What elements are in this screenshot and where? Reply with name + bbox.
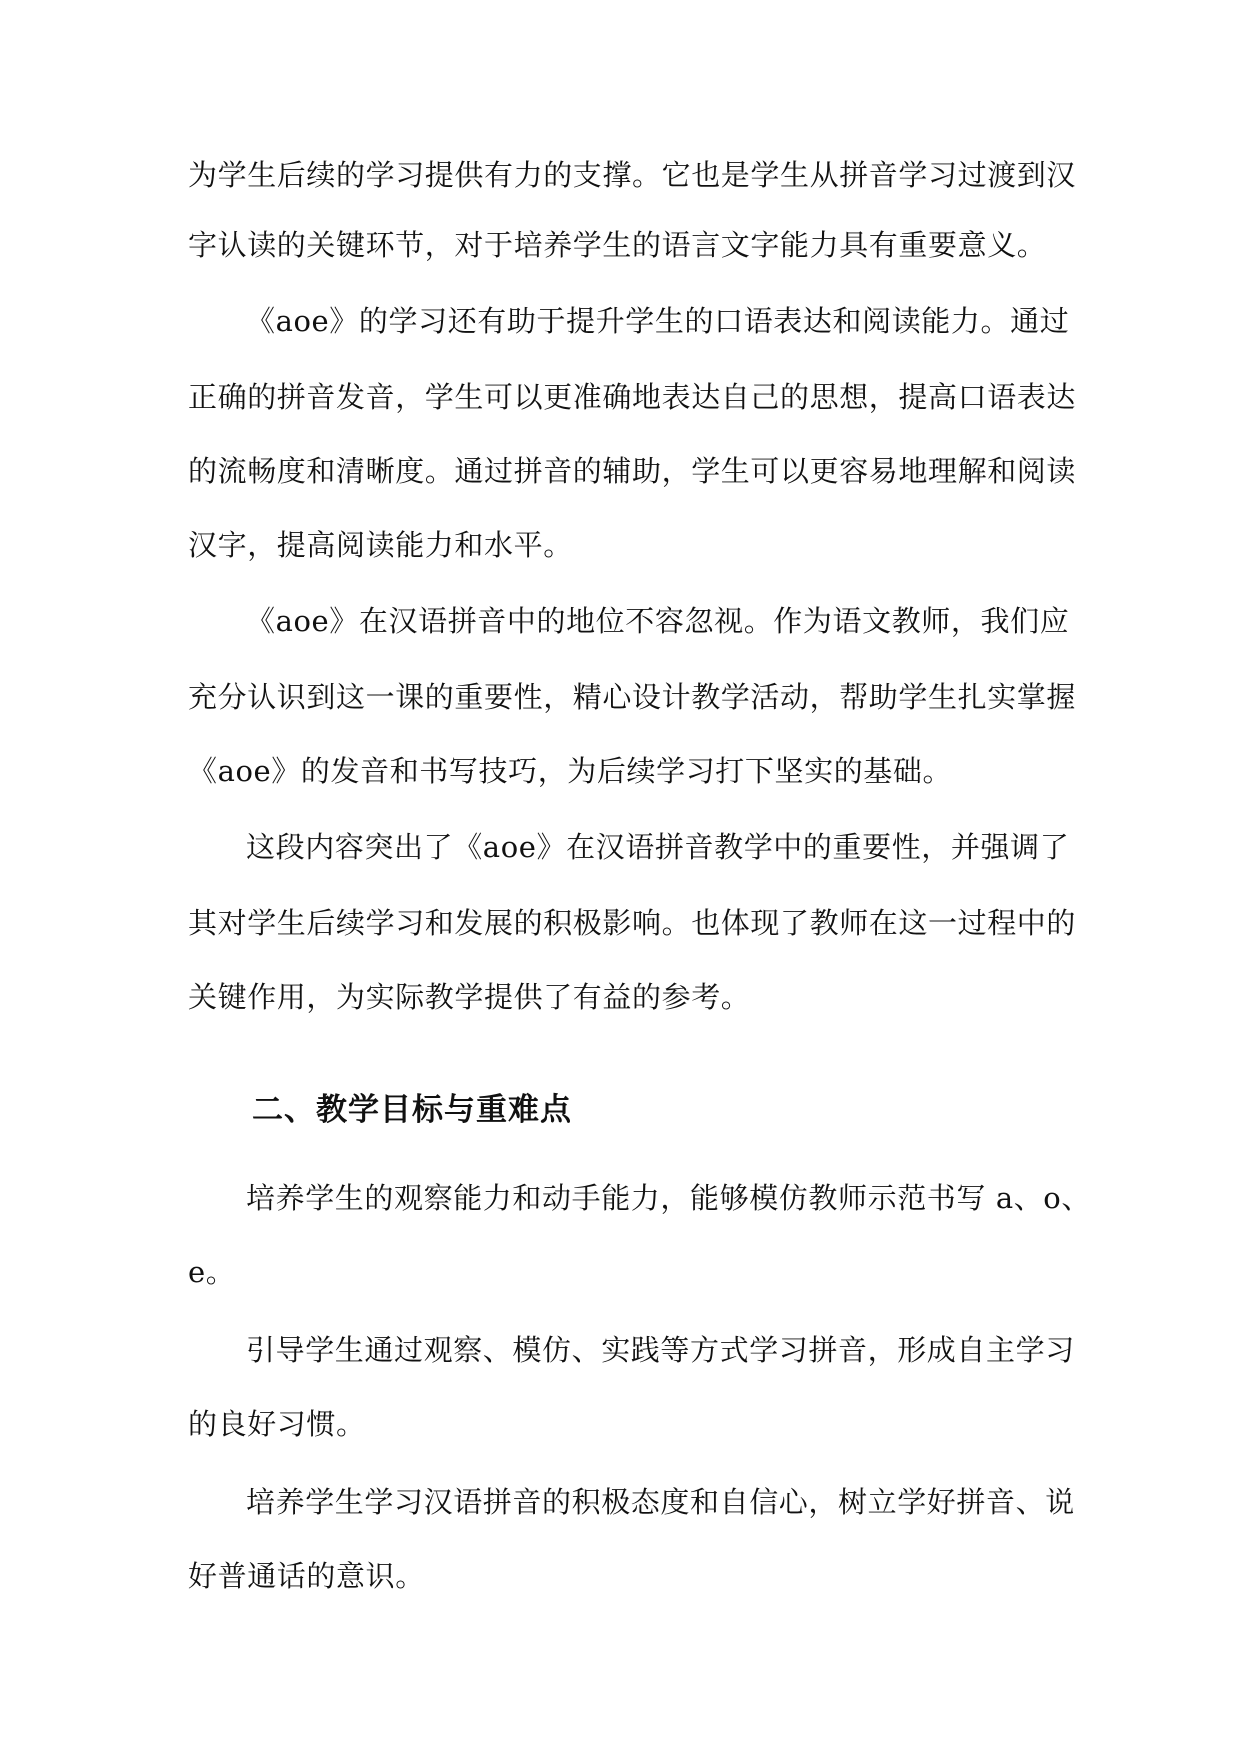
- paragraph-1-line-2: 字认读的关键环节，对于培养学生的语言文字能力具有重要意义。: [188, 228, 1047, 262]
- paragraph-3-line-3: 《aoe》的发音和书写技巧，为后续学习打下坚实的基础。: [188, 754, 953, 788]
- section-heading: 二、教学目标与重难点: [252, 1092, 572, 1128]
- goal-1-line-2: e。: [188, 1255, 236, 1289]
- paragraph-4-line-2: 其对学生后续学习和发展的积极影响。也体现了教师在这一过程中的: [188, 906, 1077, 940]
- paragraph-3-line-1: 《aoe》在汉语拼音中的地位不容忽视。作为语文教师，我们应: [246, 604, 1070, 638]
- goal-3-line-2: 好普通话的意识。: [188, 1559, 425, 1593]
- paragraph-2-line-2: 正确的拼音发音，学生可以更准确地表达自己的思想，提高口语表达: [188, 380, 1077, 414]
- paragraph-2-line-1: 《aoe》的学习还有助于提升学生的口语表达和阅读能力。通过: [246, 304, 1070, 338]
- paragraph-1-line-1: 为学生后续的学习提供有力的支撑。它也是学生从拼音学习过渡到汉: [188, 158, 1077, 192]
- paragraph-4-line-3: 关键作用，为实际教学提供了有益的参考。: [188, 980, 751, 1014]
- goal-2-line-2: 的良好习惯。: [188, 1407, 366, 1441]
- paragraph-4-line-1: 这段内容突出了《aoe》在汉语拼音教学中的重要性，并强调了: [246, 830, 1070, 864]
- goal-1-line-1: 培养学生的观察能力和动手能力，能够模仿教师示范书写 a、o、: [246, 1181, 1091, 1215]
- paragraph-2-line-3: 的流畅度和清晰度。通过拼音的辅助，学生可以更容易地理解和阅读: [188, 454, 1077, 488]
- paragraph-2-line-4: 汉字，提高阅读能力和水平。: [188, 528, 573, 562]
- goal-3-line-1: 培养学生学习汉语拼音的积极态度和自信心，树立学好拼音、说: [246, 1485, 1075, 1519]
- paragraph-3-line-2: 充分认识到这一课的重要性，精心设计教学活动，帮助学生扎实掌握: [188, 680, 1077, 714]
- goal-2-line-1: 引导学生通过观察、模仿、实践等方式学习拼音，形成自主学习: [246, 1333, 1075, 1367]
